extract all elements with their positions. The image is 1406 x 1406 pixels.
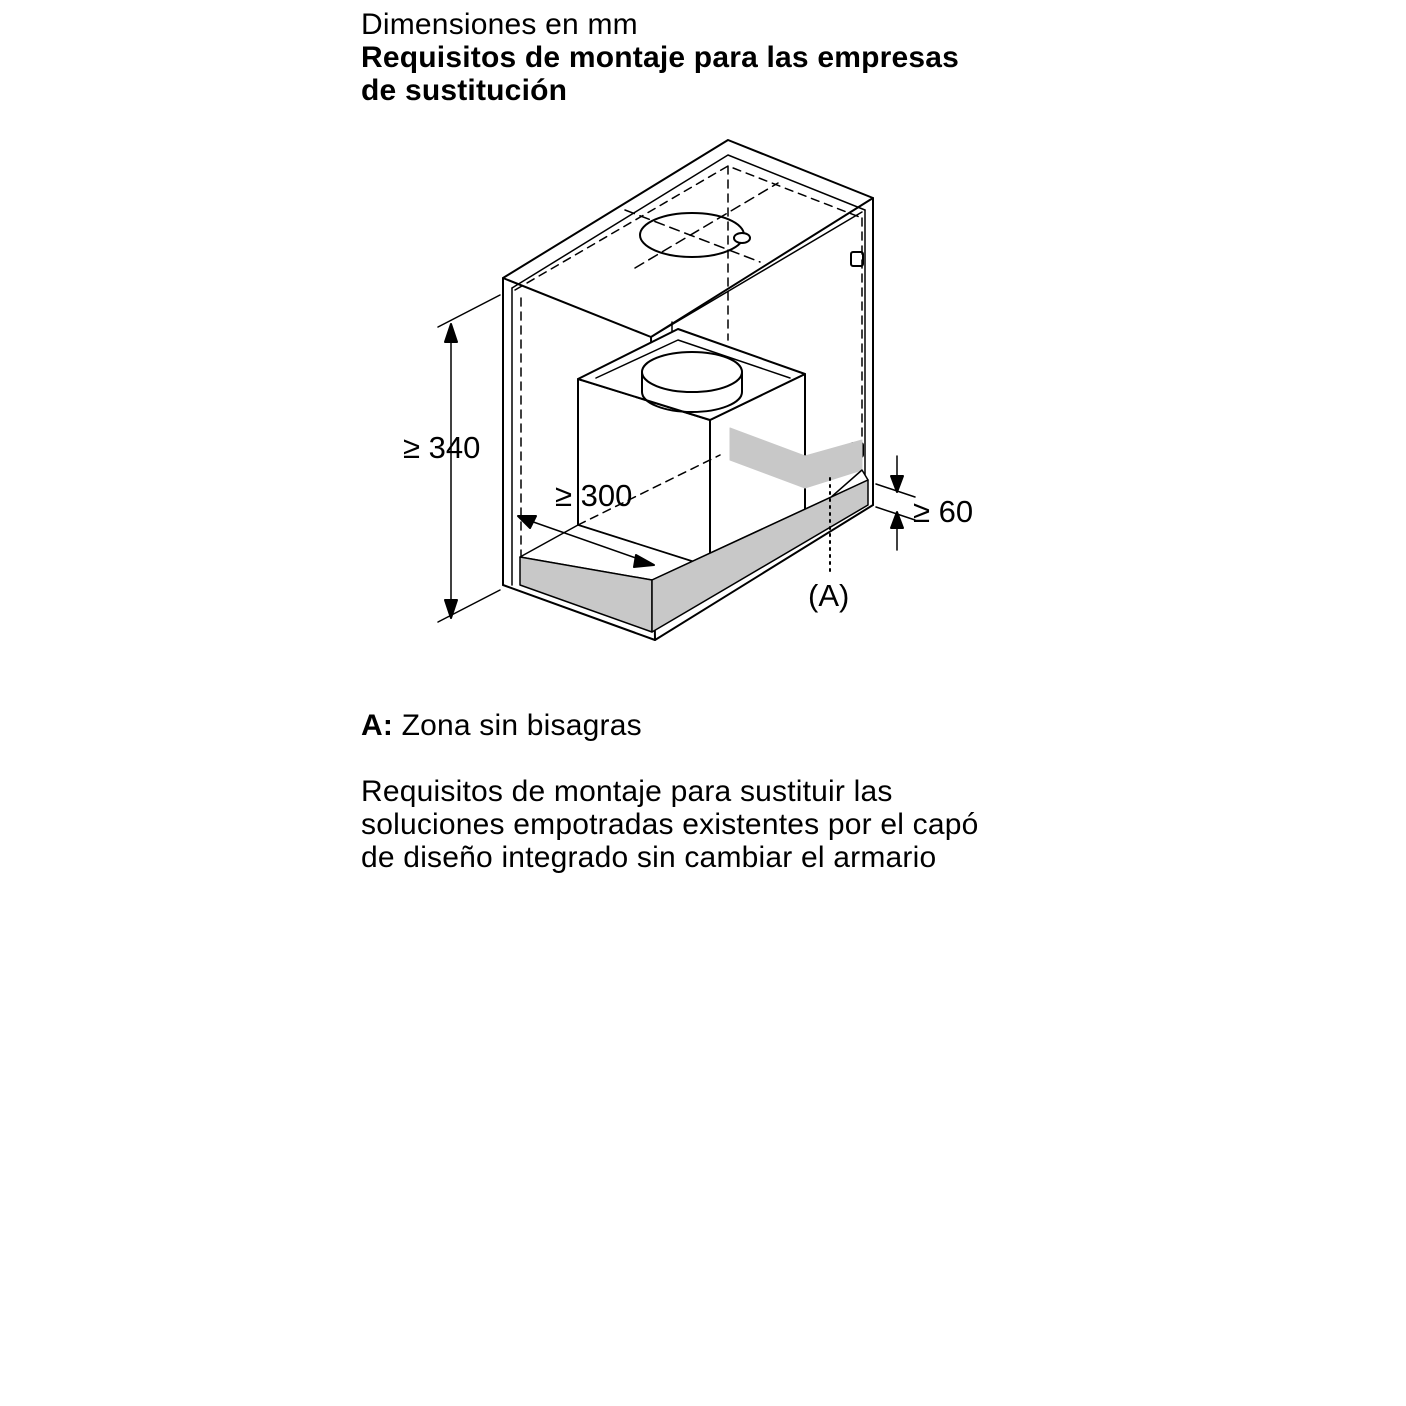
legend-key: A: xyxy=(361,709,394,742)
subtitle: Dimensiones en mm xyxy=(361,8,638,41)
description-line-2: soluciones empotradas existentes por el capó xyxy=(361,808,979,841)
description-line-1: Requisitos de montaje para sustituir las xyxy=(361,775,893,808)
legend xyxy=(361,709,1061,742)
dimension-gap-label: ≥ 60 xyxy=(913,494,974,529)
hood-duct-collar xyxy=(642,352,742,392)
page-title-line-1: Requisitos de montaje para las empresas xyxy=(361,41,960,74)
page-title-line-2: de sustitución xyxy=(361,74,568,107)
dimension-height-label: ≥ 340 xyxy=(403,430,481,465)
dimension-depth-label: ≥ 300 xyxy=(555,478,633,513)
zone-marker-label: (A) xyxy=(808,578,850,613)
legend-text: Zona sin bisagras xyxy=(393,709,642,742)
hinge-top-icon xyxy=(851,252,863,266)
description-line-3: de diseño integrado sin cambiar el armario xyxy=(361,841,937,874)
description xyxy=(361,775,1081,874)
